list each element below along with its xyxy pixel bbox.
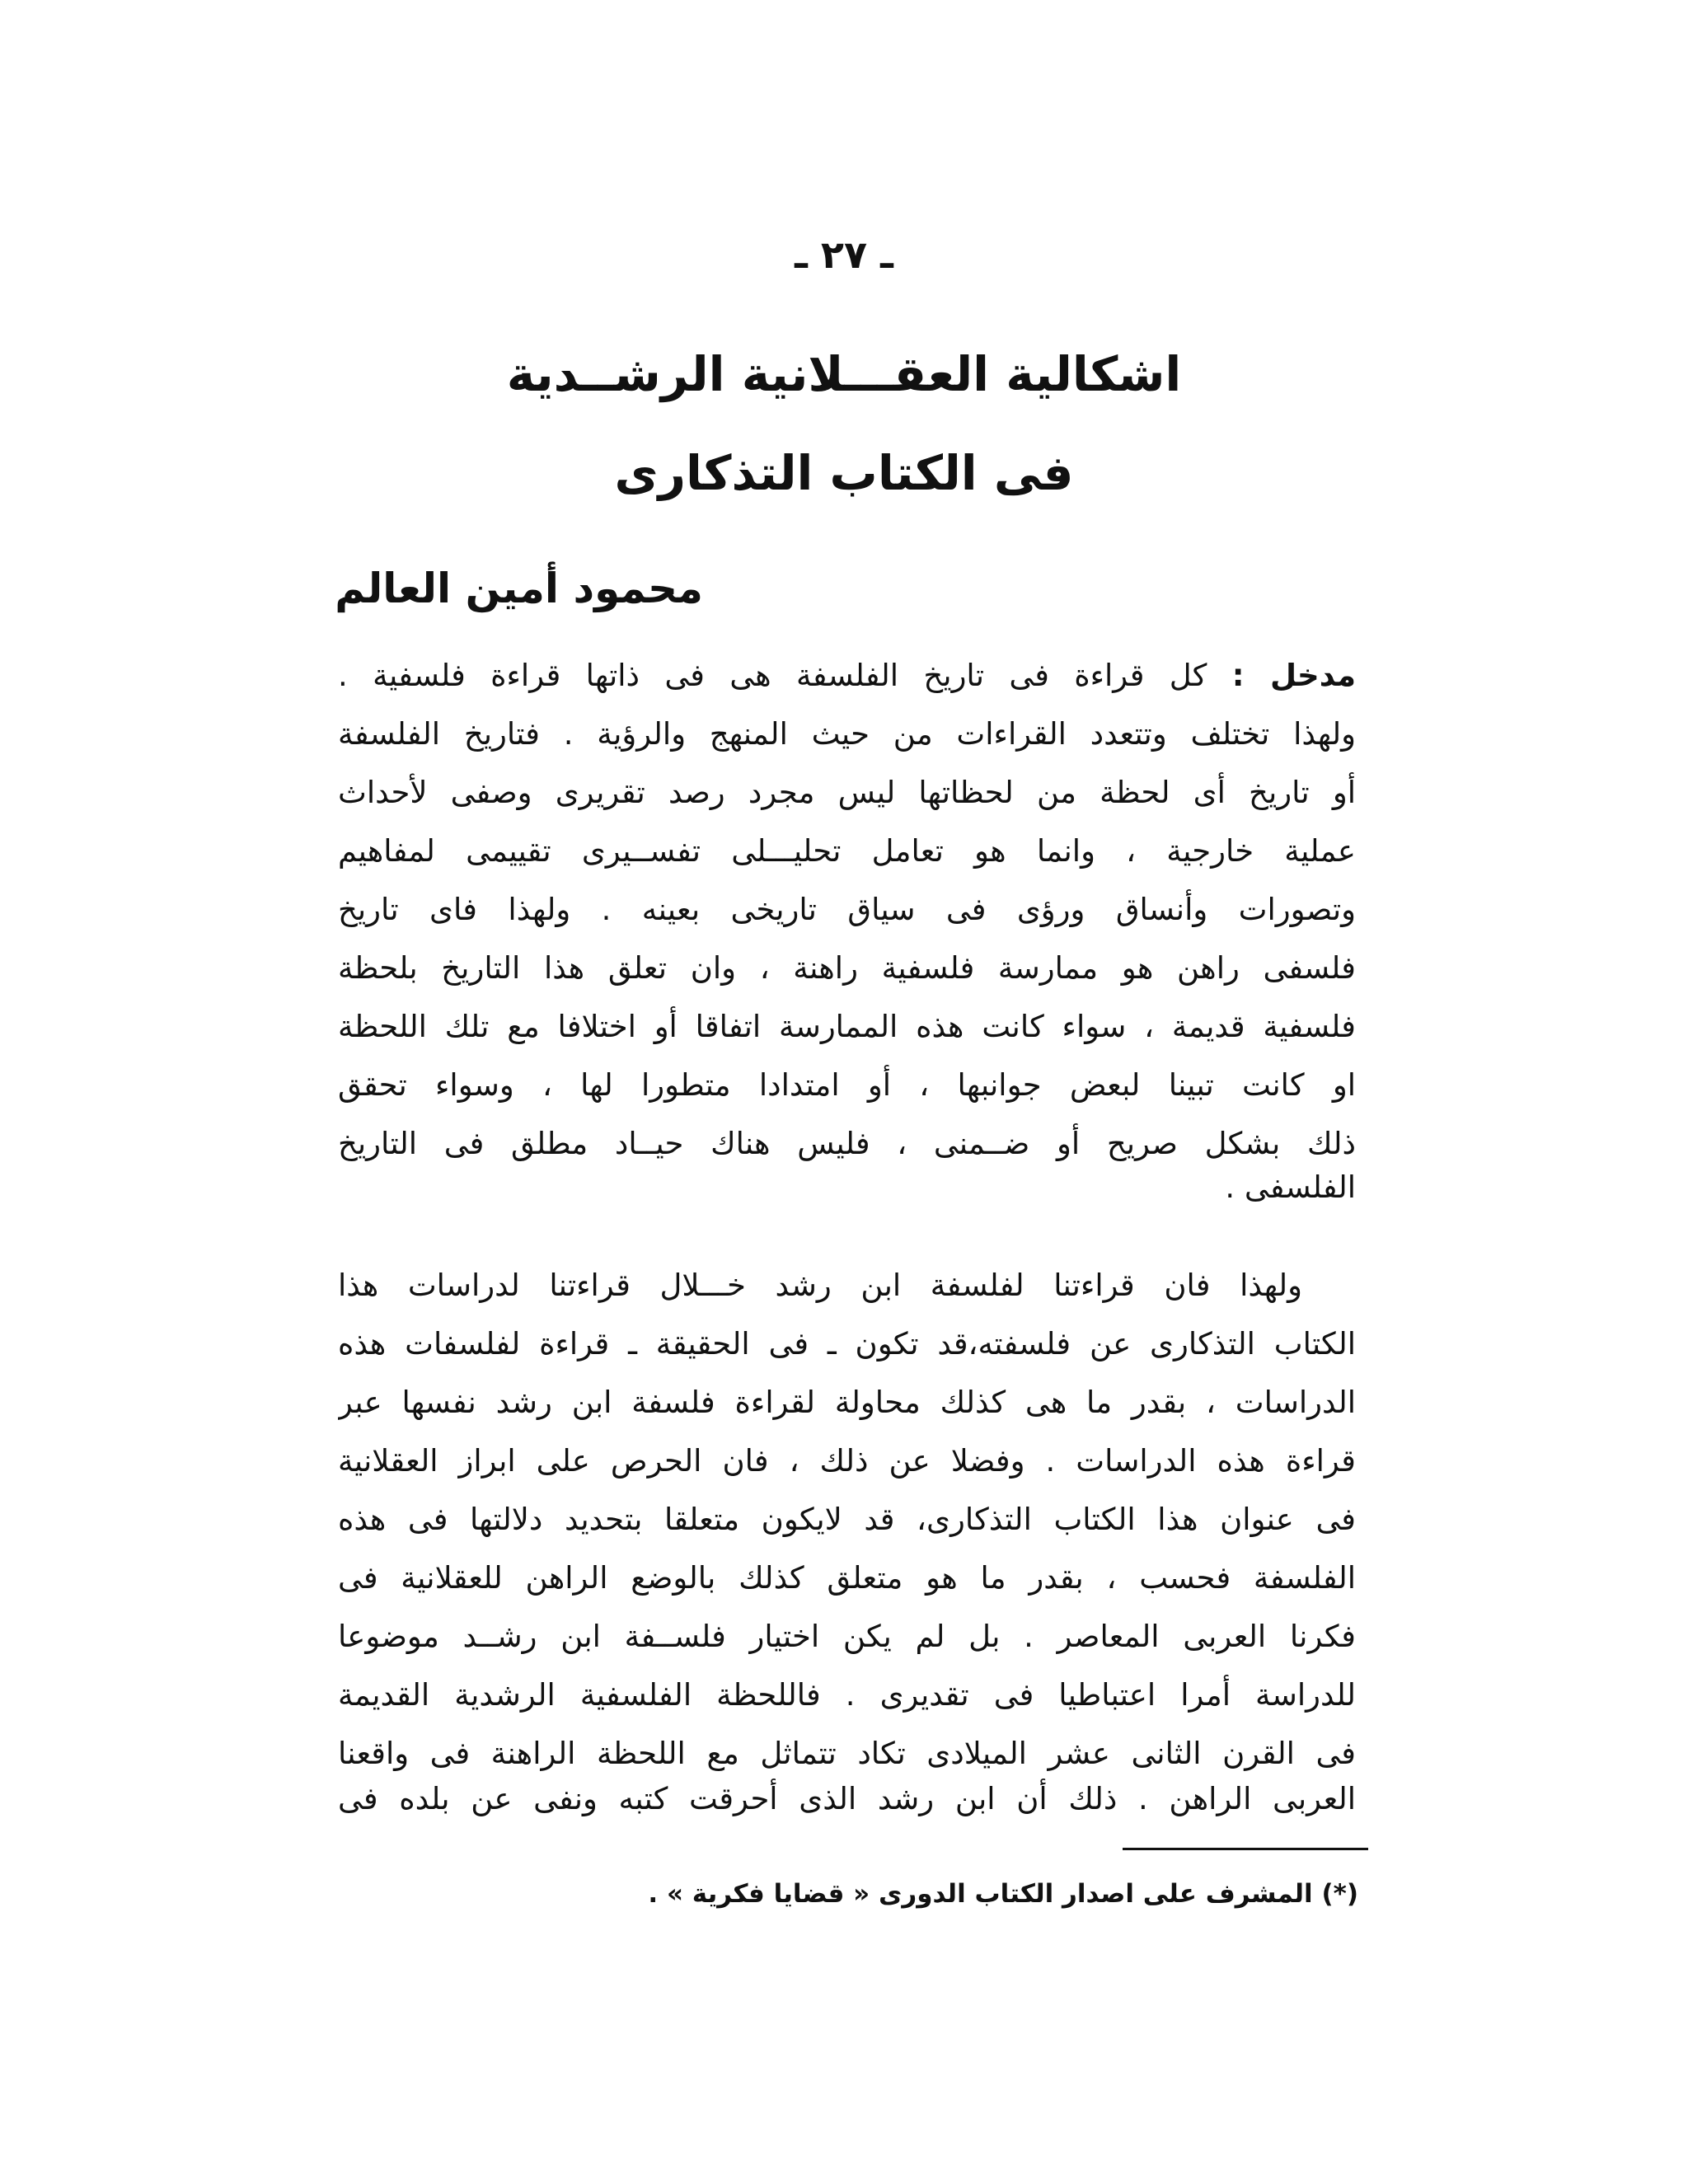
page-number: ـ ٢٧ ـ — [795, 232, 893, 277]
author-name: محمود أمين العالم — [335, 565, 703, 612]
paragraph-2-line-5: فى عنوان هذا الكتاب التذكارى، قد لايكون متعلقا بتحديد دلالتها فى هذه — [338, 1502, 1356, 1537]
paragraph-2-line-6: الفلسفة فحسب ، بقدر ما هو متعلق كذلك بالوضع الراهن للعقلانية فى — [338, 1560, 1356, 1596]
footnote-divider — [1123, 1848, 1368, 1850]
title-line-2: فى الكتاب التذكارى — [614, 445, 1074, 501]
paragraph-1-line-1-text: كل قراءة فى تاريخ الفلسفة هى فى ذاتها قراءة فلسفية . — [338, 658, 1207, 693]
footnote: (*) المشرف على اصدار الكتاب الدورى « قضايا فكرية » . — [648, 1879, 1358, 1909]
intro-heading: مدخل : — [1231, 658, 1356, 693]
paragraph-2-line-2: الكتاب التذكارى عن فلسفته،قد تكون ـ فى الحقيقة ـ قراءة لفلسفات هذه — [338, 1326, 1356, 1361]
paragraph-2-line-3: الدراسات ، بقدر ما هى كذلك محاولة لقراءة فلسفة ابن رشد نفسها عبر — [338, 1385, 1356, 1420]
paragraph-2-line-10: العربى الراهن . ذلك أن ابن رشد الذى أحرقت كتبه ونفى عن بلده فى — [338, 1781, 1356, 1816]
title-line-1: اشكالية العقـــلانية الرشــدية — [506, 346, 1182, 402]
paragraph-1-line-9: ذلك بشكل صريح أو ضــمنى ، فليس هناك حيــاد مطلق فى التاريخ — [338, 1126, 1356, 1161]
paragraph-1-line-2: ولهذا تختلف وتتعدد القراءات من حيث المنهج والرؤية . فتاريخ الفلسفة — [338, 716, 1356, 752]
paragraph-1-line-4: عملية خارجية ، وانما هو تعامل تحليـــلى تفســيرى تقييمى لمفاهيم — [338, 833, 1356, 869]
paragraph-2-line-1: ولهذا فان قراءتنا لفلسفة ابن رشد خـــلال قراءتنا لدراسات هذا — [338, 1268, 1302, 1303]
paragraph-1-line-3: أو تاريخ أى لحظة من لحظاتها ليس مجرد رصد تقريرى وصفى لأحداث — [338, 775, 1356, 810]
paragraph-2-line-4: قراءة هذه الدراسات . وفضلا عن ذلك ، فان الحرص على ابراز العقلانية — [338, 1443, 1356, 1479]
paragraph-2-line-9: فى القرن الثانى عشر الميلادى تكاد تتماثل مع اللحظة الراهنة فى واقعنا — [338, 1736, 1356, 1771]
paragraph-1-line-10: الفلسفى . — [1225, 1169, 1356, 1205]
paragraph-1-line-6: فلسفى راهن هو ممارسة فلسفية راهنة ، وان تعلق هذا التاريخ بلحظة — [338, 950, 1356, 986]
paragraph-1-line-8: او كانت تبينا لبعض جوانبها ، أو امتدادا متطورا لها ، وسواء تحقق — [338, 1067, 1356, 1103]
paragraph-2-line-8: للدراسة أمرا اعتباطيا فى تقديرى . فاللحظة الفلسفية الرشدية القديمة — [338, 1677, 1356, 1713]
paragraph-1-line-7: فلسفية قديمة ، سواء كانت هذه الممارسة اتفاقا أو اختلافا مع تلك اللحظة — [338, 1009, 1356, 1044]
paragraph-2-line-7: فكرنا العربى المعاصر . بل لم يكن اختيار فلســفة ابن رشــد موضوعا — [338, 1619, 1356, 1654]
paragraph-1-line-5: وتصورات وأنساق ورؤى فى سياق تاريخى بعينه . ولهذا فاى تاريخ — [338, 892, 1356, 927]
paragraph-1-line-1 — [338, 655, 1356, 705]
